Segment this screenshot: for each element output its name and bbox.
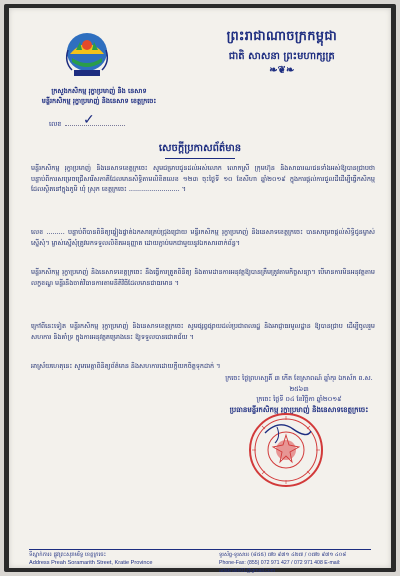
contact-khmer: ទូរស័ព្ទ-ទូរសារ៖ (៨៥៥) ៧២ ៩៧១ ៤២៧ / ០៧២ ៩៧១ ៤០៨ bbox=[219, 552, 346, 558]
dateline bbox=[219, 373, 379, 415]
footer-divider bbox=[29, 549, 371, 550]
issuing-organization bbox=[29, 86, 169, 106]
official-seal-icon bbox=[247, 411, 325, 489]
body-paragraph: មន្ទីរកសិកម្ម រុក្ខាប្រមាញ់ និងនេសាទខេត្តក្រចេះ សូមជម្រាបជូនដល់អស់លោក លោកស្រី ក្រុមហ៊ុន និងសាធារណជនទាំងអស់ឱ្យបានជ្រាបថា បន្ទាប់ពីការសម្រេចជ្រើសរើសភាគីដែលមានសិទ្ធិតាមលិខិតលេខ ១២៣ ចុះថ្ងៃទី ១០ ខែសីហា ឆ្នាំ២០១៩ ក្នុងការផ្តល់ការជួលដីដើម្បីធ្វើកសិកម្ម ដែលស្ថិតនៅក្នុងភូមិ ឃុំ ស្រុក ខេត្តក្រចេះ ......................... ។ bbox=[31, 164, 375, 194]
footer-contact bbox=[219, 551, 391, 575]
reference-number-blank bbox=[65, 125, 125, 126]
check-mark: ✓ bbox=[83, 112, 95, 128]
body-paragraph: ក្រៅពីនេះទៀត មន្ទីរកសិកម្ម រុក្ខាប្រមាញ់ និងនេសាទខេត្តក្រចេះ សូមផ្សព្វផ្សាយដល់ប្រជាពលរដ្ឋ និងអាជ្ញាធរមូលដ្ឋាន ឱ្យបានជ្រាប ដើម្បីចូលរួមសហការ និងគាំទ្រ ក្នុងការអនុវត្តគម្រោងនេះ ឱ្យទទួលបានជោគជ័យ ។ bbox=[31, 322, 375, 341]
signatory-title: ប្រធានមន្ទីរកសិកម្ម រុក្ខាប្រមាញ់ និងនេសាទខេត្តក្រចេះ bbox=[229, 404, 369, 414]
ministry-name: ក្រសួងកសិកម្ម រុក្ខាប្រមាញ់ និង នេសាទ bbox=[51, 87, 147, 95]
address-khmer: ទីស្នាក់ការ៖ ផ្លូវព្រះសុរាមរិទ្ធ ខេត្តក្រចេះ bbox=[29, 552, 107, 558]
kingdom-header bbox=[227, 28, 337, 76]
document-title-text: សេចក្តីប្រកាសព័ត៌មាន bbox=[158, 143, 242, 154]
solar-date: ក្រចេះ ថ្ងៃទី ០៤ ខែវិច្ឆិកា ឆ្នាំ២០១៩ bbox=[256, 395, 342, 403]
header-ornament: ❧❦❧ bbox=[269, 65, 295, 76]
footer-address bbox=[29, 551, 152, 567]
kingdom-title: ព្រះរាជាណាចក្រកម្ពុជា bbox=[226, 29, 337, 44]
national-motto: ជាតិ សាសនា ព្រះមហាក្សត្រ bbox=[228, 51, 335, 62]
department-name: មន្ទីរកសិកម្ម រុក្ខាប្រមាញ់ និងនេសាទ ខេត្តក្រចេះ bbox=[41, 97, 157, 105]
lunar-date: ក្រចេះ ថ្ងៃព្រហស្បតិ៍ ៣ កើត ខែស្រាពណ៍ ឆ្នាំកុរ ឯកស័ក ព.ស. ២៥៦៣ bbox=[225, 374, 373, 393]
address-english: Address Preah Soramarith Street, Kratie Province bbox=[29, 560, 153, 566]
body-paragraph: អាស្រ័យហេតុនេះ សូមមេត្តាពិនិត្យព័ត៌មាន និងសហការដោយក្តីយកចិត្តទុកដាក់ ។ bbox=[31, 362, 221, 370]
ministry-emblem-icon bbox=[62, 28, 112, 82]
title-underline bbox=[165, 158, 235, 159]
body-paragraph: លេខ ......... បន្ទាប់ពីបានពិនិត្យផ្ទៀងផ្ទាត់ឯកសារគ្រប់ជ្រុងជ្រោយ មន្ទីរកសិកម្ម រុក្ខាប្រមាញ់ និងនេសាទខេត្តក្រចេះ បានសម្រេចផ្តល់សិទ្ធិជូនម្ចាស់ស្នើសុំ។ ម្ចាស់ស្នើសុំត្រូវមកទទួលលិខិតអនុញ្ញាត ដោយភ្ជាប់មកជាមួយនូវឯកសារពាក់ព័ន្ធ។ bbox=[31, 228, 375, 247]
document-page bbox=[9, 8, 391, 574]
reference-number-label: លេខ bbox=[49, 120, 62, 128]
document-title bbox=[9, 141, 391, 159]
contact-english: Phone-Fax: (855) 072 971 427 / 072 971 408 E-mail: adakratie01@gmail.com bbox=[219, 560, 341, 574]
body-paragraph: មន្ទីរកសិកម្ម រុក្ខាប្រមាញ់ និងនេសាទខេត្តក្រចេះ នឹងធ្វើការត្រួតពិនិត្យ និងតាមដានការអនុវត្តឱ្យបានត្រឹមត្រូវតាមកិច្ចសន្យា។ បើមានការមិនអនុវត្តតាមលក្ខខណ្ឌ មន្ទីរនឹងចាត់វិធានការតាមនីតិវិធីដែលមានជាធរមាន ។ bbox=[31, 268, 375, 287]
